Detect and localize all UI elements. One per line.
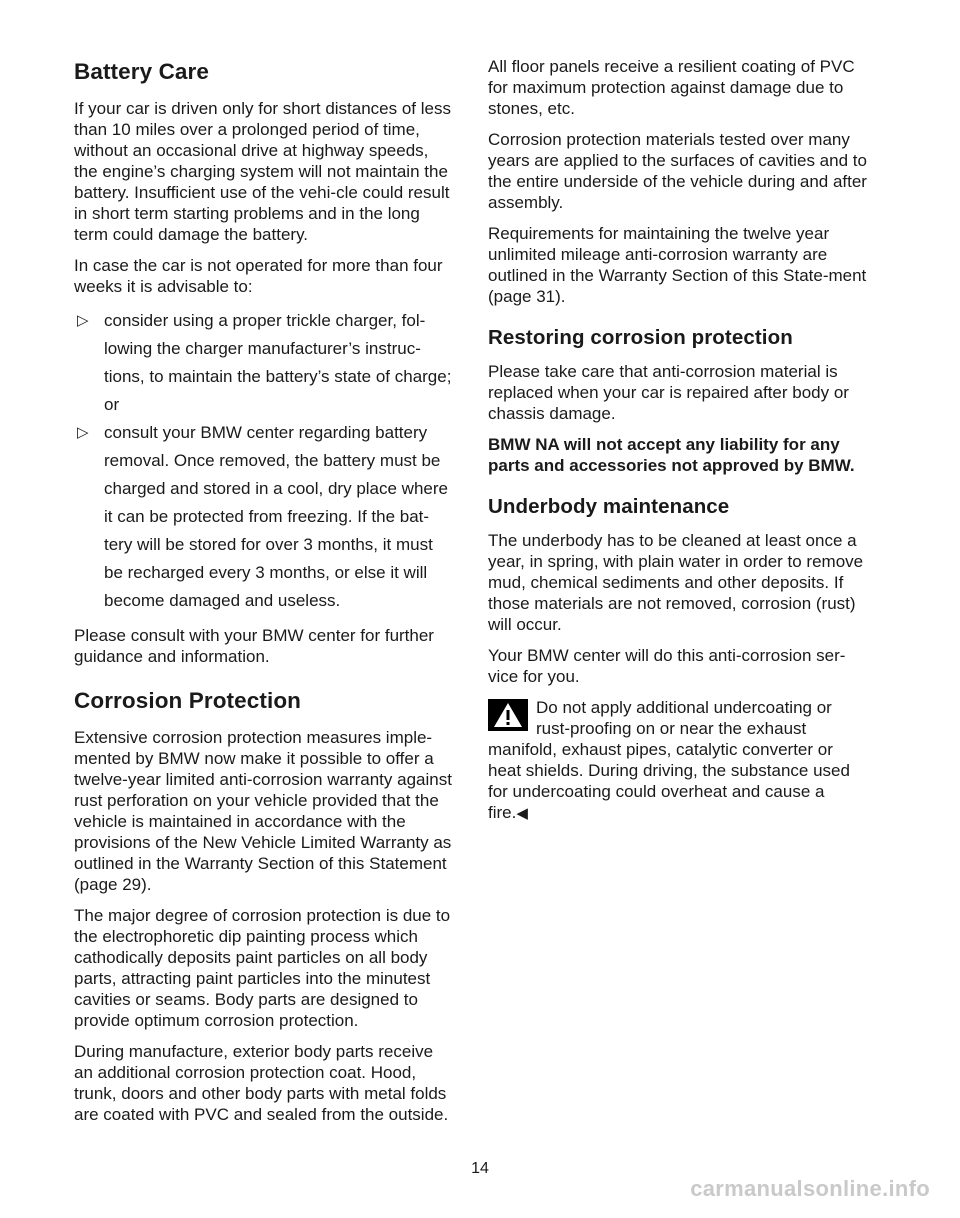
warning-note [488,697,868,824]
underbody-paragraph-2: Your BMW center will do this anti-corrosion ser-vice for you. [488,646,846,686]
left-column [74,56,454,1135]
underbody-paragraph-1: The underbody has to be cleaned at least once a year, in spring, with plain water in order to remove mud, chemical sediments and other deposits. If those materials are not removed, corrosion (rust) will occur. [488,531,864,634]
warning-text: Do not apply additional undercoating or rust-proofing on or near the exhaust manifold, exhaust pipes, catalytic converter or heat shields. During driving, the substance used for undercoating could overheat and cause a fire. [488,698,850,822]
bullet-text: consider using a proper trickle charger, fol-lowing the charger manufacturer’s instruc-tions, to maintain the battery’s state of charge; or [104,311,452,414]
battery-paragraph-2: In case the car is not operated for more than four weeks it is advisable to: [74,256,443,296]
battery-paragraph-1: If your car is driven only for short distances of less than 10 miles over a prolonged period of time, without an occasional drive at highway speeds, the engine’s charging system will not maintain the battery. Insufficient use of the vehi-cle could result in short term starting problems and in the long term could damage the battery. [74,99,451,244]
corrosion-protection-heading: Corrosion Protection [74,688,302,713]
end-marker-icon: ◀ [516,805,528,822]
battery-paragraph-3: Please consult with your BMW center for further guidance and information. [74,626,434,666]
floor-panels-paragraph: All floor panels receive a resilient coating of PVC for maximum protection against damage due to stones, etc. [488,57,855,118]
bullet-text: consult your BMW center regarding battery removal. Once removed, the battery must be charged and stored in a cool, dry place where it can be protected from freezing. If the bat-tery will be stored for over 3 months, it must be recharged every 3 months, or else it will become damaged and useless. [104,423,448,610]
corrosion-paragraph-2: The major degree of corrosion protection is due to the electrophoretic dip painting process which cathodically deposits paint particles on all body parts, attracting paint particles into the minutest cavities or seams. Body parts are designed to provide optimum corrosion protection. [74,906,451,1030]
bullet-arrow-icon: ▷ [77,424,89,441]
restoring-corrosion-heading: Restoring corrosion protection [488,326,793,349]
battery-bullet-list [74,307,454,615]
list-item [74,419,454,615]
watermark: carmanualsonline.info [690,1176,930,1201]
warranty-requirements-paragraph: Requirements for maintaining the twelve year unlimited mileage anti-corrosion warranty are outlined in the Warranty Section of this State-ment (page 31). [488,224,867,306]
underbody-maintenance-heading: Underbody maintenance [488,495,730,518]
liability-notice: BMW NA will not accept any liability for any parts and accessories not approved by BMW. [488,435,855,475]
corrosion-paragraph-1: Extensive corrosion protection measures imple-mented by BMW now make it possible to offer a twelve-year limited anti-corrosion warranty against rust perforation on your vehicle provided that the vehicle is maintained in accordance with the provisions of the New Vehicle Limited Warranty as outlined in the Warranty Section of this Statement (page 29). [74,728,452,894]
list-item [74,307,454,419]
restoring-paragraph: Please take care that anti-corrosion material is replaced when your car is repaired after body or chassis damage. [488,362,849,423]
bullet-arrow-icon: ▷ [77,312,89,329]
corrosion-paragraph-3: During manufacture, exterior body parts receive an additional corrosion protection coat. Hood, trunk, doors and other body parts with metal folds are coated with PVC and sealed from the outside. [74,1042,449,1124]
battery-care-heading: Battery Care [74,59,210,84]
page-number: 14 [471,1160,489,1177]
right-column [488,56,868,824]
cavities-paragraph: Corrosion protection materials tested over many years are applied to the surfaces of cavities and to the entire underside of the vehicle during and after assembly. [488,130,867,212]
warning-triangle-icon [488,699,528,731]
